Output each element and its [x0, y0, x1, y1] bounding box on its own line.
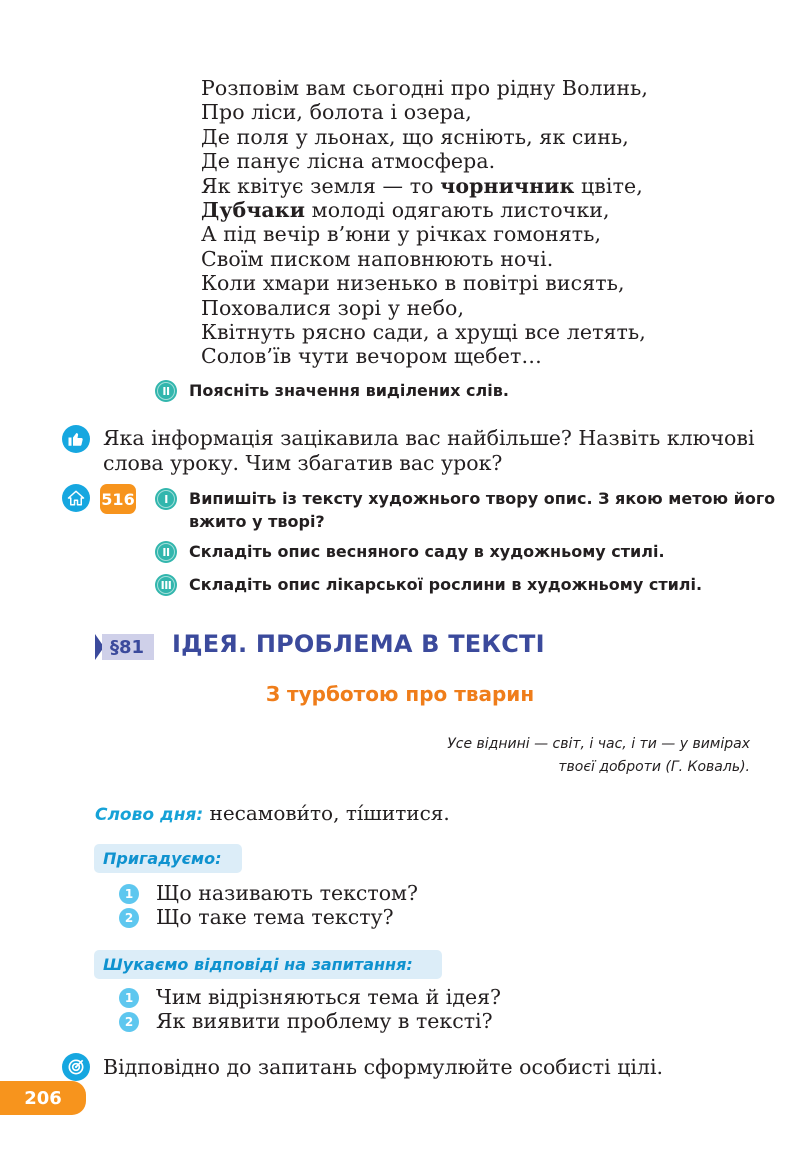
poem-line [201, 198, 648, 222]
task-text: Складіть опис весняного саду в художньому стилі. [189, 542, 665, 561]
number-badge: 1 [119, 884, 139, 904]
poem-line: Квітнуть рясно сади, а хрущі все летять, [201, 320, 646, 345]
highlighted-word: чорничник [440, 173, 575, 198]
lesson-subtitle: З турботою про тварин [265, 682, 535, 706]
level-badge: I [155, 488, 177, 510]
search-label: Шукаємо відповіді на запитання: [94, 950, 442, 979]
task-line: Випишіть із тексту художнього твору опис. З якою метою його [189, 489, 776, 508]
poem-line: Коли хмари низенько в повітрі висять, [201, 271, 625, 296]
task-text [189, 487, 775, 533]
poem-line: Своїм писком наповнюють ночі. [201, 246, 554, 271]
poem-line: Солов’їв чути вечором щебет… [201, 344, 542, 369]
section-title: ІДЕЯ. ПРОБЛЕМА В ТЕКСТІ [172, 630, 545, 658]
epigraph-line: твоєї доброти (Г. Коваль). [558, 759, 750, 775]
reflection-question [103, 426, 755, 476]
recall-question: Що називають текстом? [156, 881, 418, 905]
poem-line: Поховалися зорі у небо, [201, 295, 465, 320]
task-line: вжито у творі? [189, 512, 325, 531]
poem-line: Розповім вам сьогодні про рідну Волинь, [201, 76, 649, 100]
poem-text: молоді одягають листочки, [305, 198, 610, 223]
reflection-line: Яка інформація зацікавила вас найбільше? Назвіть ключові [103, 426, 755, 450]
word-of-day [95, 801, 450, 826]
search-question: Чим відрізняються тема й ідея? [156, 985, 501, 1009]
poem-text: Як квітує земля — то [201, 173, 441, 198]
recall-label: Пригадуємо: [94, 844, 242, 873]
poem-line: Про ліси, болота і озера, [201, 100, 472, 125]
goals-text: Відповідно до запитань сформулюйте особисті цілі. [103, 1055, 664, 1079]
task-text: Складіть опис лікарської рослини в художньому стилі. [189, 575, 703, 594]
epigraph-line: Усе віднині — світ, і час, і ти — у вимірах [447, 736, 750, 752]
home-icon [62, 484, 90, 512]
section-number: §81 [102, 634, 154, 660]
epigraph [330, 733, 750, 779]
level-badge: II [155, 380, 177, 402]
poem-line: Де панує лісна атмосфера. [201, 149, 496, 174]
poem-text: цвіте, [574, 173, 643, 198]
goal-icon [62, 1053, 90, 1081]
level-badge: III [155, 574, 177, 596]
word-of-day-words: несамови́то, ті́шитися. [203, 801, 450, 825]
reflection-line: слова уроку. Чим збагатив вас урок? [103, 451, 503, 475]
number-badge: 2 [119, 908, 139, 928]
poem [201, 76, 648, 369]
task-text: Поясніть значення виділених слів. [189, 381, 509, 400]
poem-line: А під вечір в’юни у річках гомонять, [201, 222, 602, 247]
recall-question: Що таке тема тексту? [156, 905, 394, 929]
exercise-number: 516 [100, 484, 136, 514]
page-number: 206 [0, 1081, 86, 1115]
level-badge: II [155, 541, 177, 563]
highlighted-word: Дубчаки [201, 198, 306, 223]
thumbs-up-icon [62, 425, 90, 453]
poem-line: Де поля у льонах, що яснiють, як синь, [201, 124, 629, 149]
word-of-day-label: Слово дня: [95, 805, 204, 825]
number-badge: 1 [119, 988, 139, 1008]
number-badge: 2 [119, 1012, 139, 1032]
search-question: Як виявити проблему в тексті? [156, 1009, 493, 1033]
poem-line [201, 174, 648, 198]
